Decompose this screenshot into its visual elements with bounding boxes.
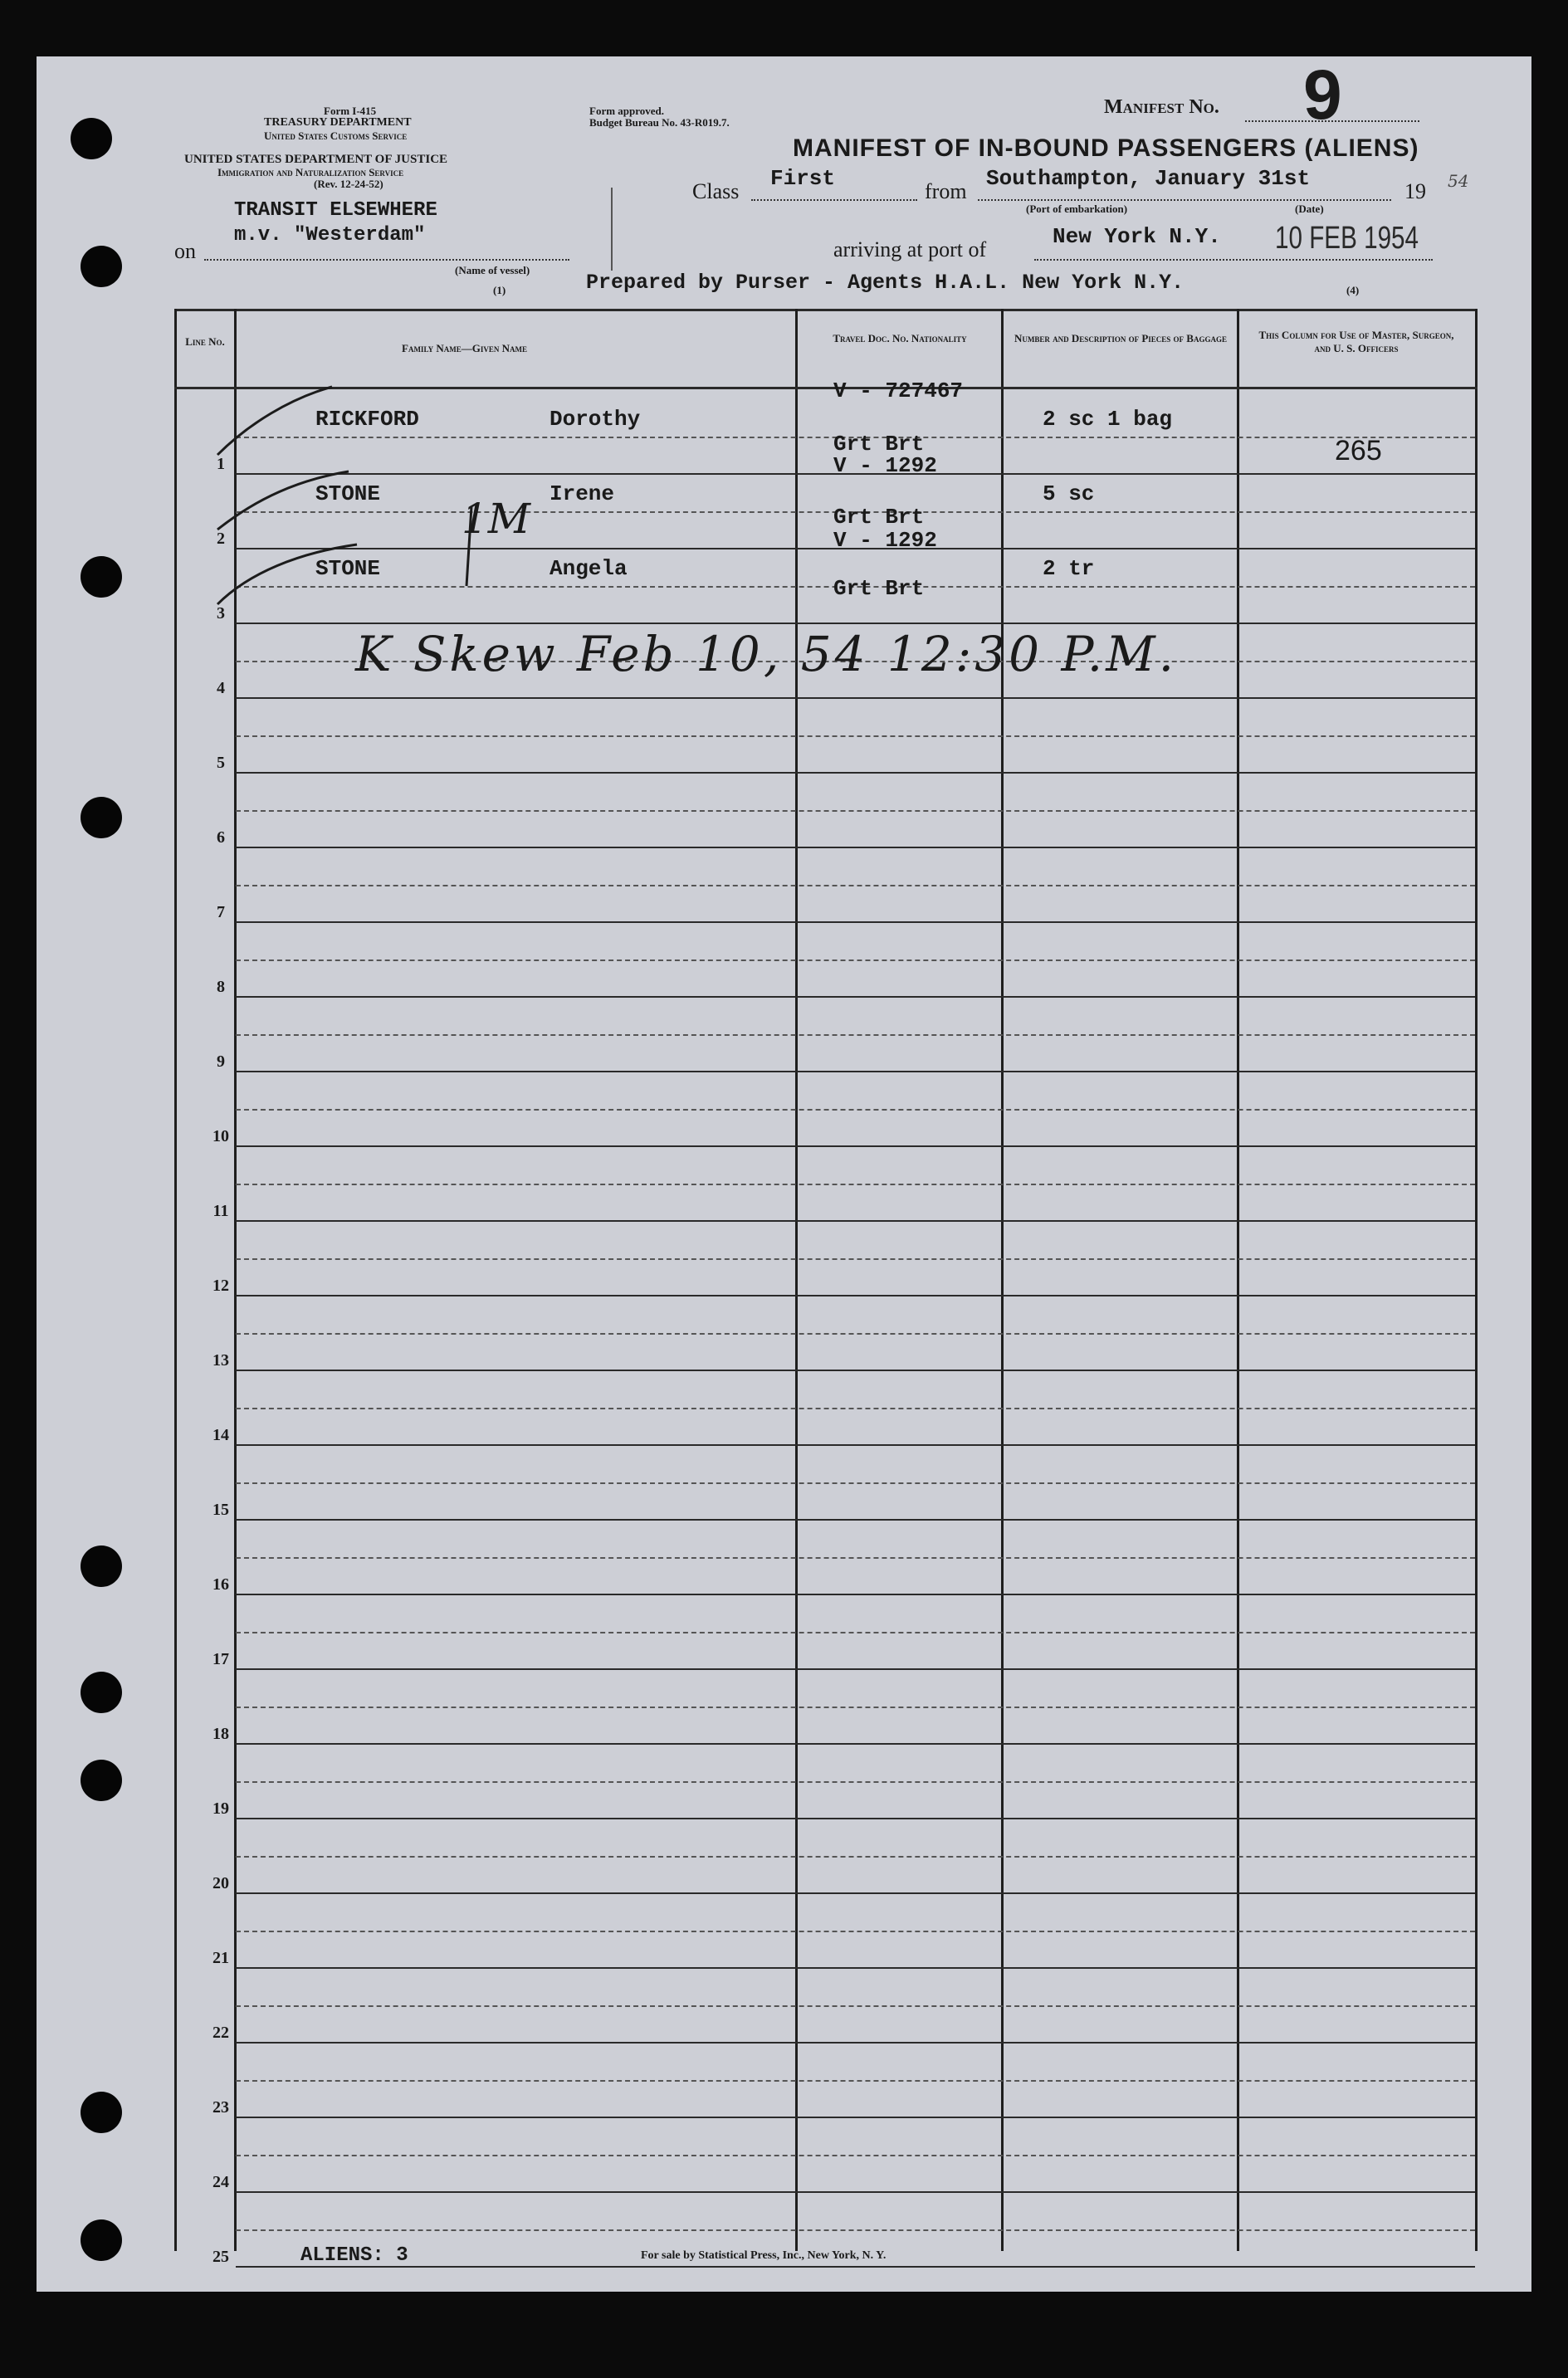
- manifest-number: 9: [1303, 56, 1342, 134]
- line-number: 25: [212, 2248, 229, 2266]
- line-number: 16: [212, 1575, 229, 1594]
- handwritten-1m: 1M: [462, 495, 531, 543]
- line-number: 20: [212, 1874, 229, 1892]
- row-3-doc: V - 1292: [833, 528, 937, 553]
- line-number: 2: [217, 530, 225, 548]
- line-number: 17: [212, 1650, 229, 1668]
- line-number: 21: [212, 1949, 229, 1967]
- on-label: on: [174, 239, 196, 263]
- line-number: 22: [212, 2024, 229, 2042]
- customs-service: United States Customs Service: [264, 129, 408, 142]
- budget-bureau: Budget Bureau No. 43-R019.7.: [589, 116, 730, 129]
- port-embarkation-caption: (Port of embarkation): [1026, 203, 1128, 215]
- row-1-officer-note: 265: [1335, 435, 1382, 466]
- line-number: 19: [212, 1799, 229, 1818]
- date-stamp: 10 FEB 1954: [1275, 221, 1419, 256]
- line-number: 1: [217, 455, 225, 473]
- line-number: 7: [217, 903, 225, 921]
- manifest-no-label: Manifest No.: [1104, 96, 1219, 118]
- header-travel-doc: Travel Doc. No. Nationality: [833, 332, 967, 344]
- row-1-nationality: Grt Brt: [833, 432, 925, 457]
- line-number: 3: [217, 604, 225, 623]
- justice-department: UNITED STATES DEPARTMENT OF JUSTICE: [184, 153, 448, 166]
- vessel-caption: (Name of vessel): [455, 264, 530, 276]
- header-baggage: Number and Description of Pieces of Baggage: [1014, 332, 1227, 344]
- row-2-nationality: Grt Brt: [833, 505, 925, 530]
- aliens-count: ALIENS: 3: [300, 2244, 408, 2267]
- caption-4: (4): [1346, 284, 1360, 296]
- line-number: 10: [212, 1127, 229, 1145]
- line-number: 13: [212, 1351, 229, 1370]
- line-number: 18: [212, 1725, 229, 1743]
- form-number: Form I-415: [324, 105, 377, 117]
- line-number: 8: [217, 978, 225, 996]
- date-caption: (Date): [1295, 203, 1324, 215]
- line-number: 24: [212, 2173, 229, 2191]
- manifest-title: MANIFEST OF IN-BOUND PASSENGERS (ALIENS): [793, 134, 1419, 162]
- row-2-given: Irene: [550, 481, 615, 506]
- arrival-port: New York N.Y.: [1053, 224, 1221, 249]
- row-1-family: RICKFORD: [315, 407, 419, 432]
- year-prefix: 19: [1404, 179, 1426, 203]
- vessel-name: m.v. "Westerdam": [234, 224, 426, 247]
- row-1-given: Dorothy: [550, 407, 641, 432]
- treasury-department: TREASURY DEPARTMENT: [264, 116, 412, 129]
- arriving-label: arriving at port of: [833, 237, 987, 261]
- row-3-family: STONE: [315, 556, 381, 581]
- from-label: from: [925, 179, 967, 203]
- row-1-baggage: 2 sc 1 bag: [1043, 407, 1173, 432]
- row-2-baggage: 5 sc: [1043, 481, 1095, 506]
- line-number: 15: [212, 1501, 229, 1519]
- form-approved: Form approved.: [589, 105, 665, 117]
- printer-credit: For sale by Statistical Press, Inc., New York, N. Y.: [641, 2249, 887, 2262]
- class-value: First: [770, 166, 836, 191]
- line-number: 9: [217, 1052, 225, 1071]
- line-number: 12: [212, 1277, 229, 1295]
- line-number: 11: [212, 1202, 229, 1220]
- revision-date: (Rev. 12-24-52): [314, 178, 383, 190]
- handwritten-inspection-note: K Skew Feb 10, 54 12:30 P.M.: [355, 626, 1178, 682]
- ins-service: Immigration and Naturalization Service: [217, 166, 404, 178]
- transit-elsewhere: TRANSIT ELSEWHERE: [234, 199, 437, 222]
- row-3-given: Angela: [550, 556, 628, 581]
- class-label: Class: [692, 179, 740, 203]
- prepared-by: Prepared by Purser - Agents H.A.L. New York N.Y.: [586, 271, 1185, 295]
- line-number: 14: [212, 1426, 229, 1444]
- row-3-nationality: Grt Brt: [833, 576, 925, 601]
- header-line-no: Line No.: [185, 335, 225, 348]
- row-3-baggage: 2 tr: [1043, 556, 1095, 581]
- line-number: 5: [217, 754, 225, 772]
- row-1-doc: V - 727467: [833, 378, 964, 403]
- line-number: 23: [212, 2098, 229, 2117]
- caption-1: (1): [493, 284, 506, 296]
- row-2-doc: V - 1292: [833, 453, 937, 478]
- line-number: 6: [217, 828, 225, 847]
- row-2-family: STONE: [315, 481, 381, 506]
- header-officers: This Column for Use of Master, Surgeon, and U. S. Officers: [1258, 329, 1454, 354]
- from-value: Southampton, January 31st: [986, 166, 1311, 191]
- year-suffix: 54: [1448, 171, 1469, 191]
- header-name: Family Name—Given Name: [402, 342, 528, 354]
- line-number: 4: [217, 679, 225, 697]
